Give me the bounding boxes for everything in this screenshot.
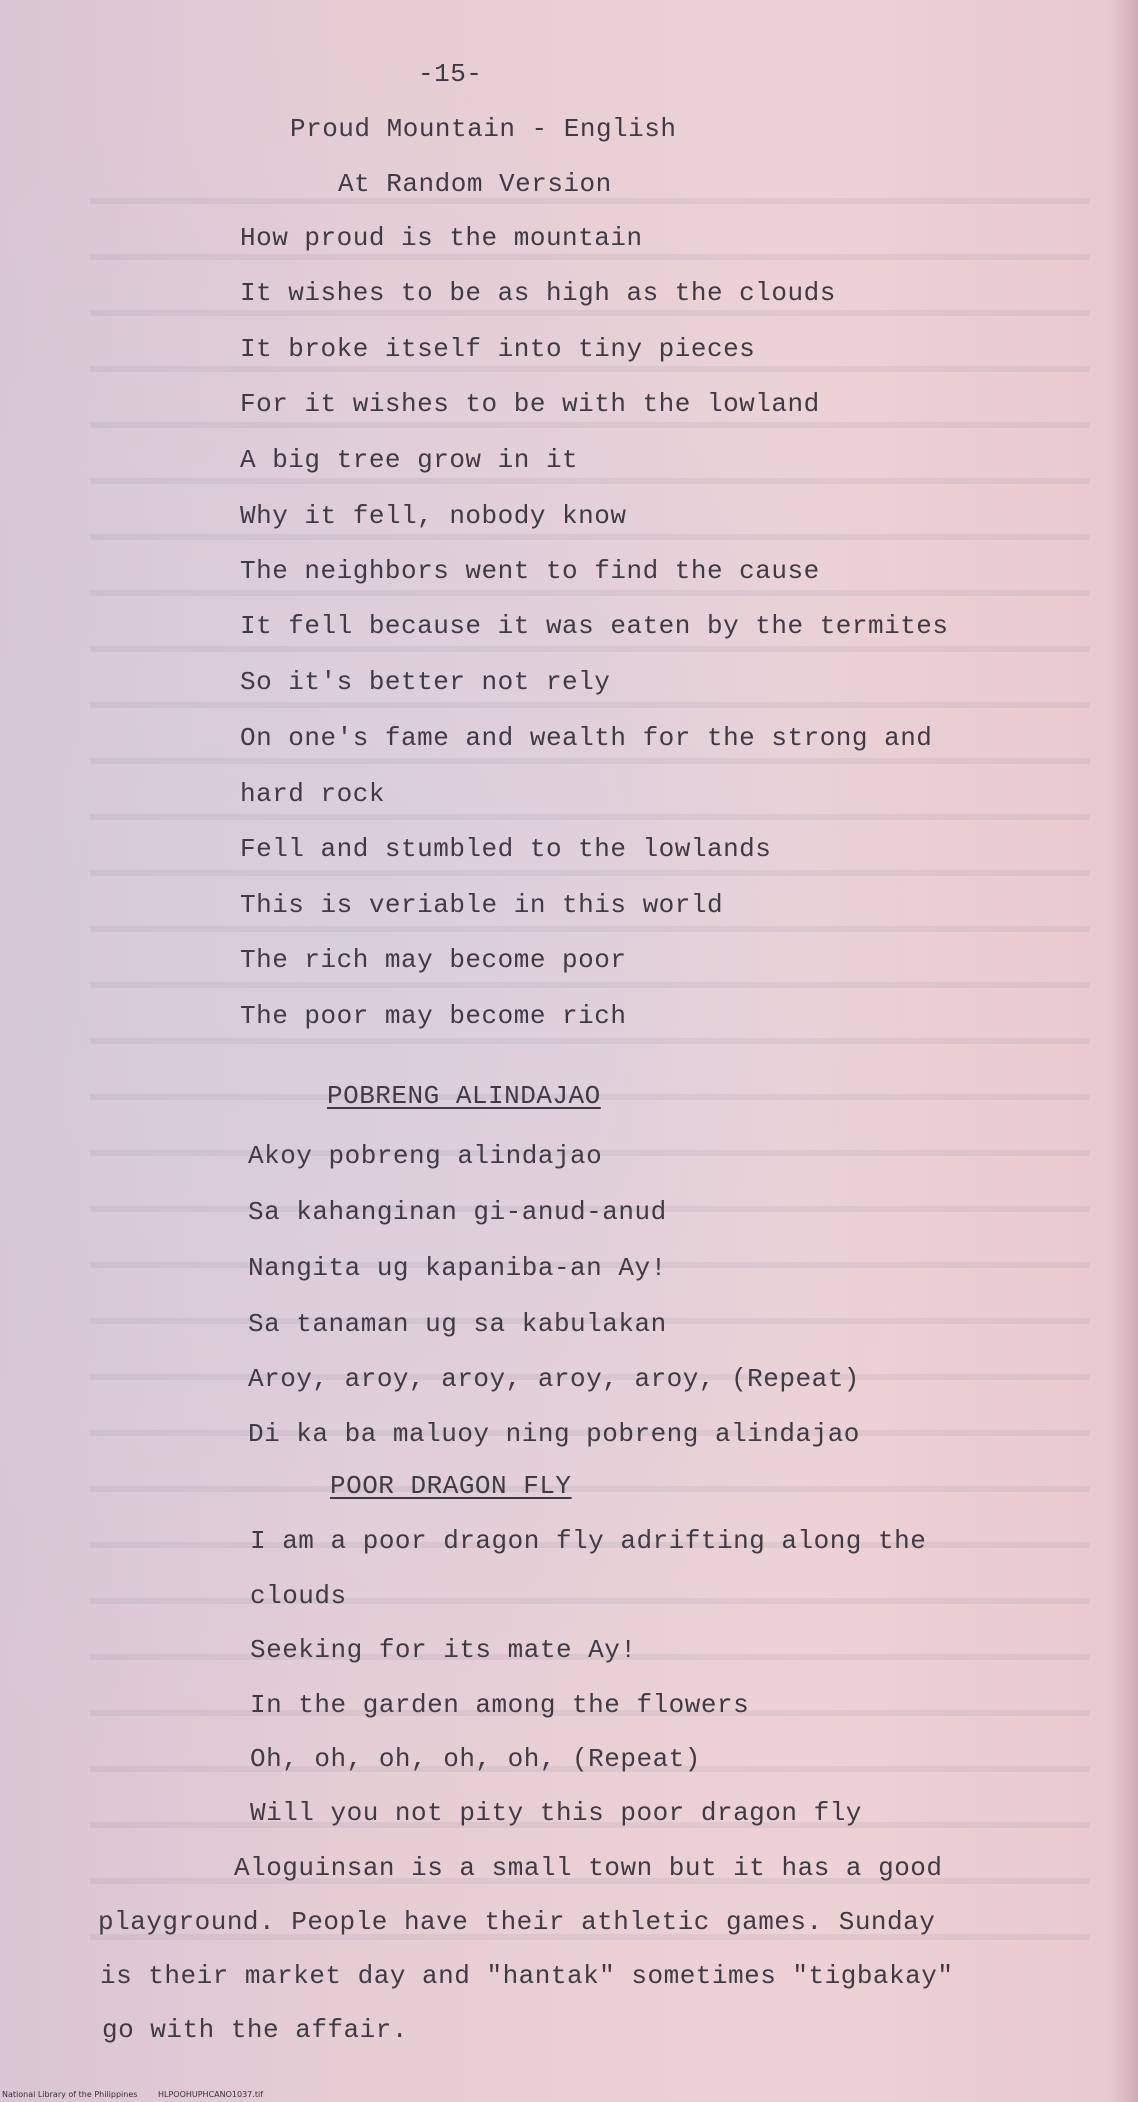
page-number: -15- xyxy=(418,59,483,89)
song-line: Oh, oh, oh, oh, oh, (Repeat) xyxy=(250,1744,701,1774)
poem-line: Fell and stumbled to the lowlands xyxy=(240,834,772,864)
song-line: Di ka ba maluoy ning pobreng alindajao xyxy=(248,1419,860,1449)
poem-line: The poor may become rich xyxy=(240,1001,627,1031)
paragraph-line: is their market day and "hantak" sometimes "tigbakay" xyxy=(100,1961,954,1991)
section-heading-dragonfly: POOR DRAGON FLY xyxy=(330,1471,572,1501)
song-line: In the garden among the flowers xyxy=(250,1690,750,1720)
poem-line: It wishes to be as high as the clouds xyxy=(240,278,836,308)
poem-line: How proud is the mountain xyxy=(240,223,643,253)
footer-source: National Library of the Philippines xyxy=(2,2090,138,2099)
song-line: Will you not pity this poor dragon fly xyxy=(250,1798,862,1828)
poem-line: The neighbors went to find the cause xyxy=(240,556,820,586)
poem-line: So it's better not rely xyxy=(240,667,611,697)
page-subtitle: At Random Version xyxy=(338,169,612,199)
poem-line: hard rock xyxy=(240,779,385,809)
song-line: Sa kahanginan gi-anud-anud xyxy=(248,1197,667,1227)
song-line: Akoy pobreng alindajao xyxy=(248,1141,603,1171)
page-edge-shadow xyxy=(1110,0,1138,2102)
song-line: Seeking for its mate Ay! xyxy=(250,1635,637,1665)
poem-line: A big tree grow in it xyxy=(240,445,579,475)
song-line: Sa tanaman ug sa kabulakan xyxy=(248,1309,667,1339)
poem-line: The rich may become poor xyxy=(240,945,627,975)
song-line: clouds xyxy=(250,1581,347,1611)
poem-line: On one's fame and wealth for the strong and xyxy=(240,723,933,753)
poem-line: This is veriable in this world xyxy=(240,890,724,920)
paragraph-line: playground. People have their athletic games. Sunday xyxy=(98,1907,936,1937)
poem-line: It fell because it was eaten by the termites xyxy=(240,611,949,641)
section-heading-visayan: POBRENG ALINDAJAO xyxy=(327,1081,601,1111)
footer-file: HLPOOHUPHCANO1037.tif xyxy=(157,2090,263,2099)
song-line: I am a poor dragon fly adrifting along the xyxy=(250,1526,927,1556)
song-line: Aroy, aroy, aroy, aroy, aroy, (Repeat) xyxy=(248,1364,860,1394)
scan-footer xyxy=(2,2090,281,2099)
paragraph-line: Aloguinsan is a small town but it has a good xyxy=(234,1853,943,1883)
song-line: Nangita ug kapaniba-an Ay! xyxy=(248,1253,667,1283)
poem-line: Why it fell, nobody know xyxy=(240,501,627,531)
page-title: Proud Mountain - English xyxy=(290,114,677,144)
poem-line: For it wishes to be with the lowland xyxy=(240,389,820,419)
paragraph-line: go with the affair. xyxy=(102,2015,408,2045)
poem-line: It broke itself into tiny pieces xyxy=(240,334,756,364)
